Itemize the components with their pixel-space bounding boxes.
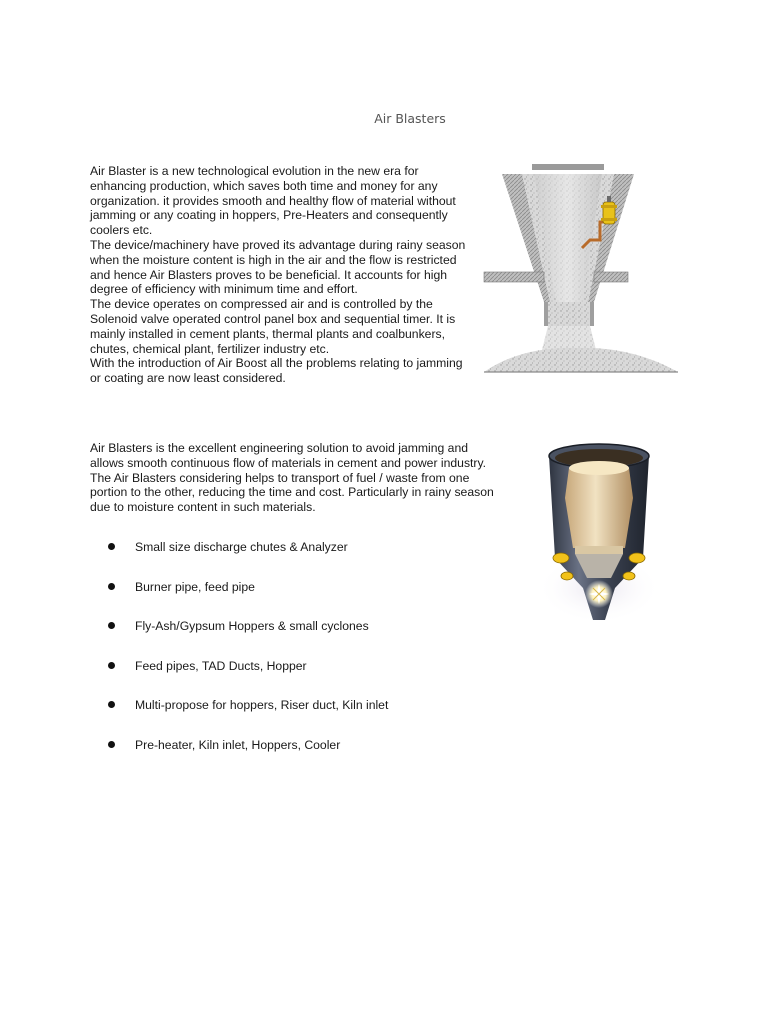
paragraph-line: coolers etc. [90,223,153,238]
document-page: Air Blasters Air Blaster is a new technological evolution in the new era for enhancing production, which saves both time and money for any organization. it provides smooth and healthy flow of material without jamming or any coating in hoppers, Pre-Heaters and consequently coolers etc. The device/machinery have proved its advantage during rainy season when the moisture content is high in the air and the flow is restricted and hence Air Blasters proves to be beneficial. It accounts for high degree of efficiency with minimum time and effort. The device operates on compressed air and is controlled by the Solenoid valve operated control panel box and sequential timer. It is mainly installed in cement plants, thermal plants and coalbunkers, chutes, chemical plant, fertilizer industry etc. With the introduction of Air Boost all the problems relating to jamming or coating are now least considered. Air Blasters is the excellent engineering solution to avoid jamming and allows smooth continuous flow of materials in cement and power industry. The Air Blasters considering helps to transport of fuel / waste from one portion to the other, reducing the time and cost. Particularly in rainy season due to moisture content in such materials. Small size discharge chutes & Analyzer Burner pipe, feed pipe Fly-Ash/Gypsum Hoppers & small cyclones Feed pipes, TAD Ducts, Hopper Multi-propose for hoppers, Riser duct, Kiln inlet Pre-heater, Kiln inlet, Hoppers, Cooler [0,0,768,1024]
paragraph-line: Solenoid valve operated control panel box and sequential timer. It is [90,311,456,326]
paragraph-line: when the moisture content is high in the air and the flow is restricted [90,252,457,267]
bullet-icon [108,701,115,708]
paragraph-line: organization. it provides smooth and healthy flow of material without [90,193,456,208]
paragraph-line: The device operates on compressed air and is controlled by the [90,297,433,312]
paragraph-line: mainly installed in cement plants, thermal plants and coalbunkers, [90,326,445,341]
paragraph-line: The device/machinery have proved its advantage during rainy season [90,237,466,252]
paragraph-line: due to moisture content in such materials. [90,500,316,515]
paragraph-line: enhancing production, which saves both time and money for any [90,178,438,193]
solution-paragraph [90,441,515,515]
air-blaster-cutaway-icon [535,438,663,624]
paragraph-line: chutes, chemical plant, fertilizer industry etc. [90,341,330,356]
bullet-icon [108,741,115,748]
bullet-icon [108,583,115,590]
paragraph-line: or coating are now least considered. [90,371,286,386]
bullet-icon [108,543,115,550]
bullet-icon [108,622,115,629]
paragraph-line: The Air Blasters considering helps to transport of fuel / waste from one [90,470,470,485]
page-title: Air Blasters [374,111,446,126]
paragraph-line: With the introduction of Air Boost all the problems relating to jamming [90,356,463,371]
paragraph-line: degree of efficiency with minimum time and effort. [90,282,358,297]
paragraph-line: jamming or any coating in hoppers, Pre-Heaters and consequently [90,208,448,223]
paragraph-line: portion to the other, reducing the time and cost. Particularly in rainy season [90,485,494,500]
paragraph-line: and hence Air Blasters proves to be beneficial. It accounts for high [90,267,448,282]
hopper-with-air-blaster-icon [482,160,682,378]
paragraph-line: Air Blasters is the excellent engineering solution to avoid jamming and [90,441,469,455]
intro-paragraph [90,164,485,386]
bullet-icon [108,662,115,669]
paragraph-line: allows smooth continuous flow of materials in cement and power industry. [90,455,487,470]
paragraph-line: Air Blaster is a new technological evolution in the new era for [90,164,419,178]
